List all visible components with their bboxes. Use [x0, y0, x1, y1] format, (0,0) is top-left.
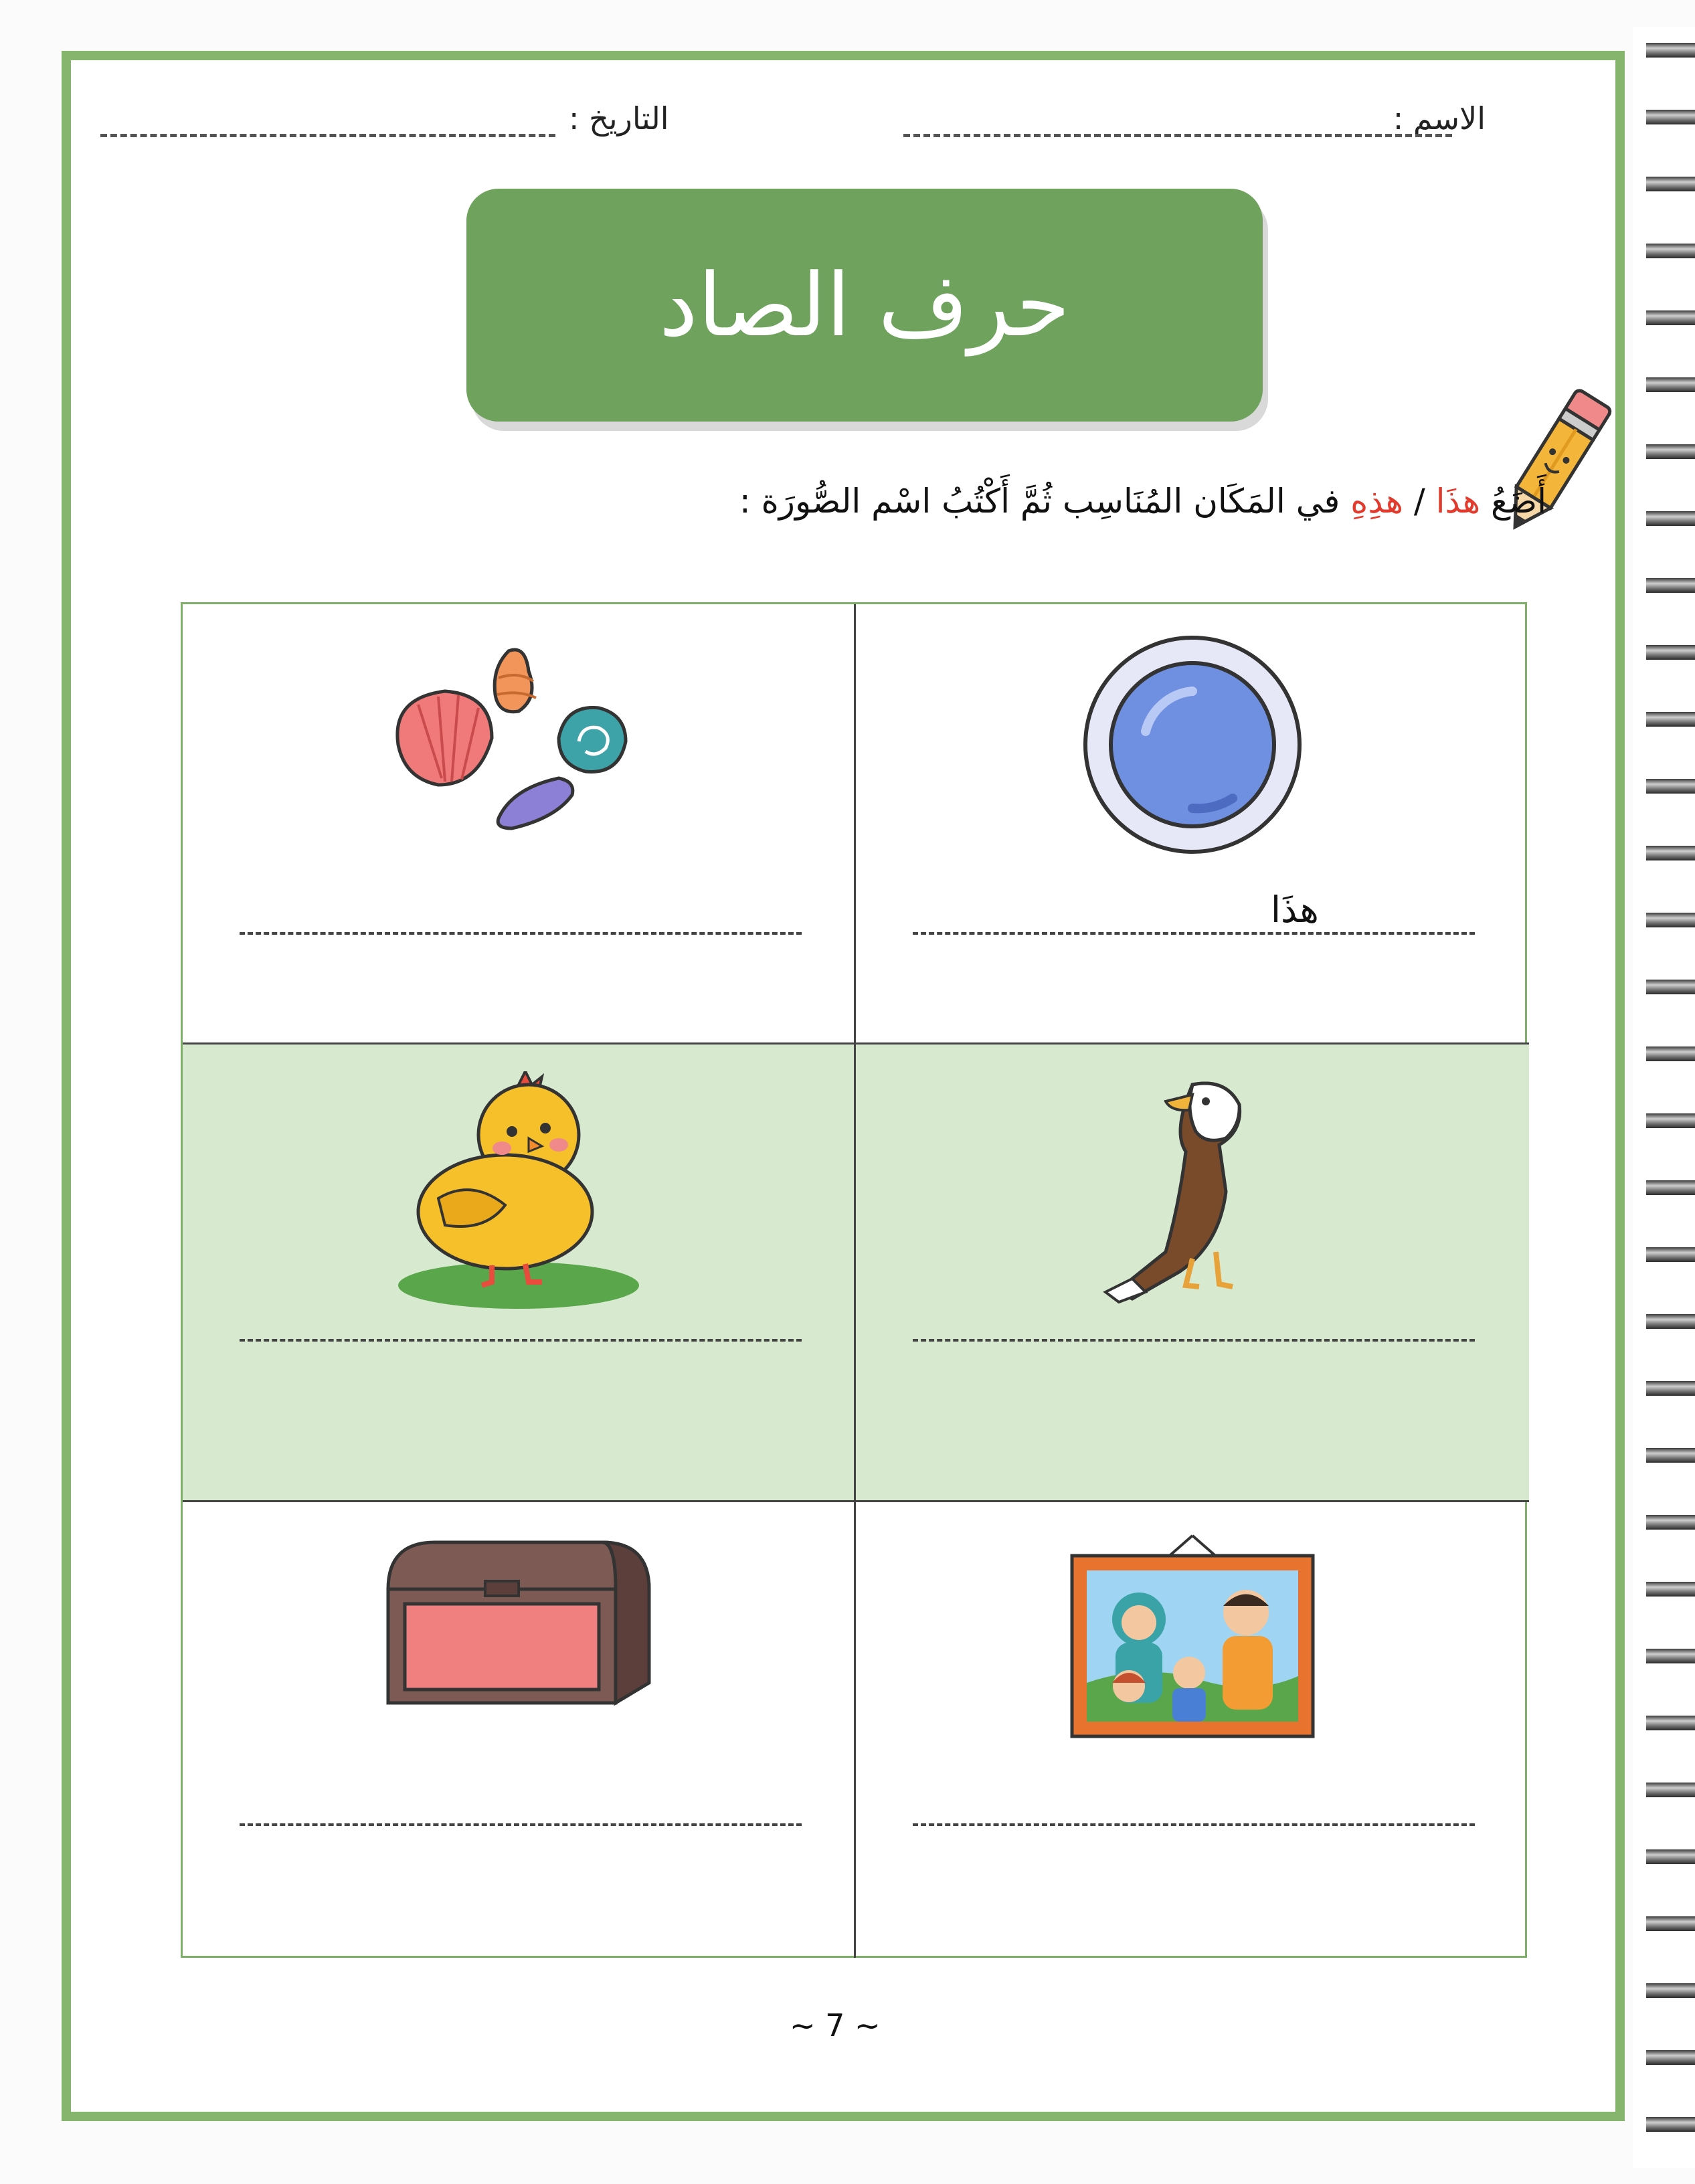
- page-number: ~ 7 ~: [790, 2007, 881, 2043]
- word-hathihi: هذِهِ: [1350, 482, 1403, 521]
- instruction-text: أَضَعُ هذَا / هذِهِ في المَكَان المُنَاسِب ثُمَّ أَكْتُبُ اسْم الصُّورَة :: [739, 482, 1546, 521]
- name-label: الاسم :: [1393, 100, 1486, 136]
- treasure-chest-icon: [381, 1529, 656, 1710]
- cell-family-photo: [856, 1502, 1529, 1958]
- exercise-grid: [181, 602, 1527, 1958]
- title-banner: [466, 189, 1263, 422]
- cell-eagle: [856, 1044, 1529, 1502]
- answer-line[interactable]: [240, 1823, 802, 1826]
- cell-chick: [183, 1044, 856, 1502]
- spiral-binding: [1633, 27, 1695, 2168]
- family-photo-icon: [1065, 1529, 1320, 1743]
- cell-seashells: [183, 604, 856, 1044]
- chick-icon: [391, 1071, 646, 1312]
- answer-line[interactable]: [913, 932, 1475, 935]
- answer-line[interactable]: [913, 1339, 1475, 1342]
- answer-line[interactable]: [240, 932, 802, 935]
- pencil-icon: [1489, 375, 1623, 549]
- cell-treasure-chest: [183, 1502, 856, 1958]
- header-row: [94, 100, 1512, 147]
- word-hatha: هذَا: [1435, 482, 1481, 521]
- date-label: التاريخ :: [569, 100, 669, 136]
- seashells-icon: [378, 631, 659, 845]
- date-field-line[interactable]: [100, 134, 555, 137]
- answer-line[interactable]: [240, 1339, 802, 1342]
- answer-text: هذَا: [1271, 889, 1319, 931]
- page-title: حرف الصاد: [658, 254, 1071, 356]
- name-field-line[interactable]: [903, 134, 1452, 137]
- eagle-icon: [1092, 1071, 1293, 1312]
- cell-plate: [856, 604, 1529, 1044]
- answer-line[interactable]: [913, 1823, 1475, 1826]
- plate-icon: [1079, 631, 1306, 858]
